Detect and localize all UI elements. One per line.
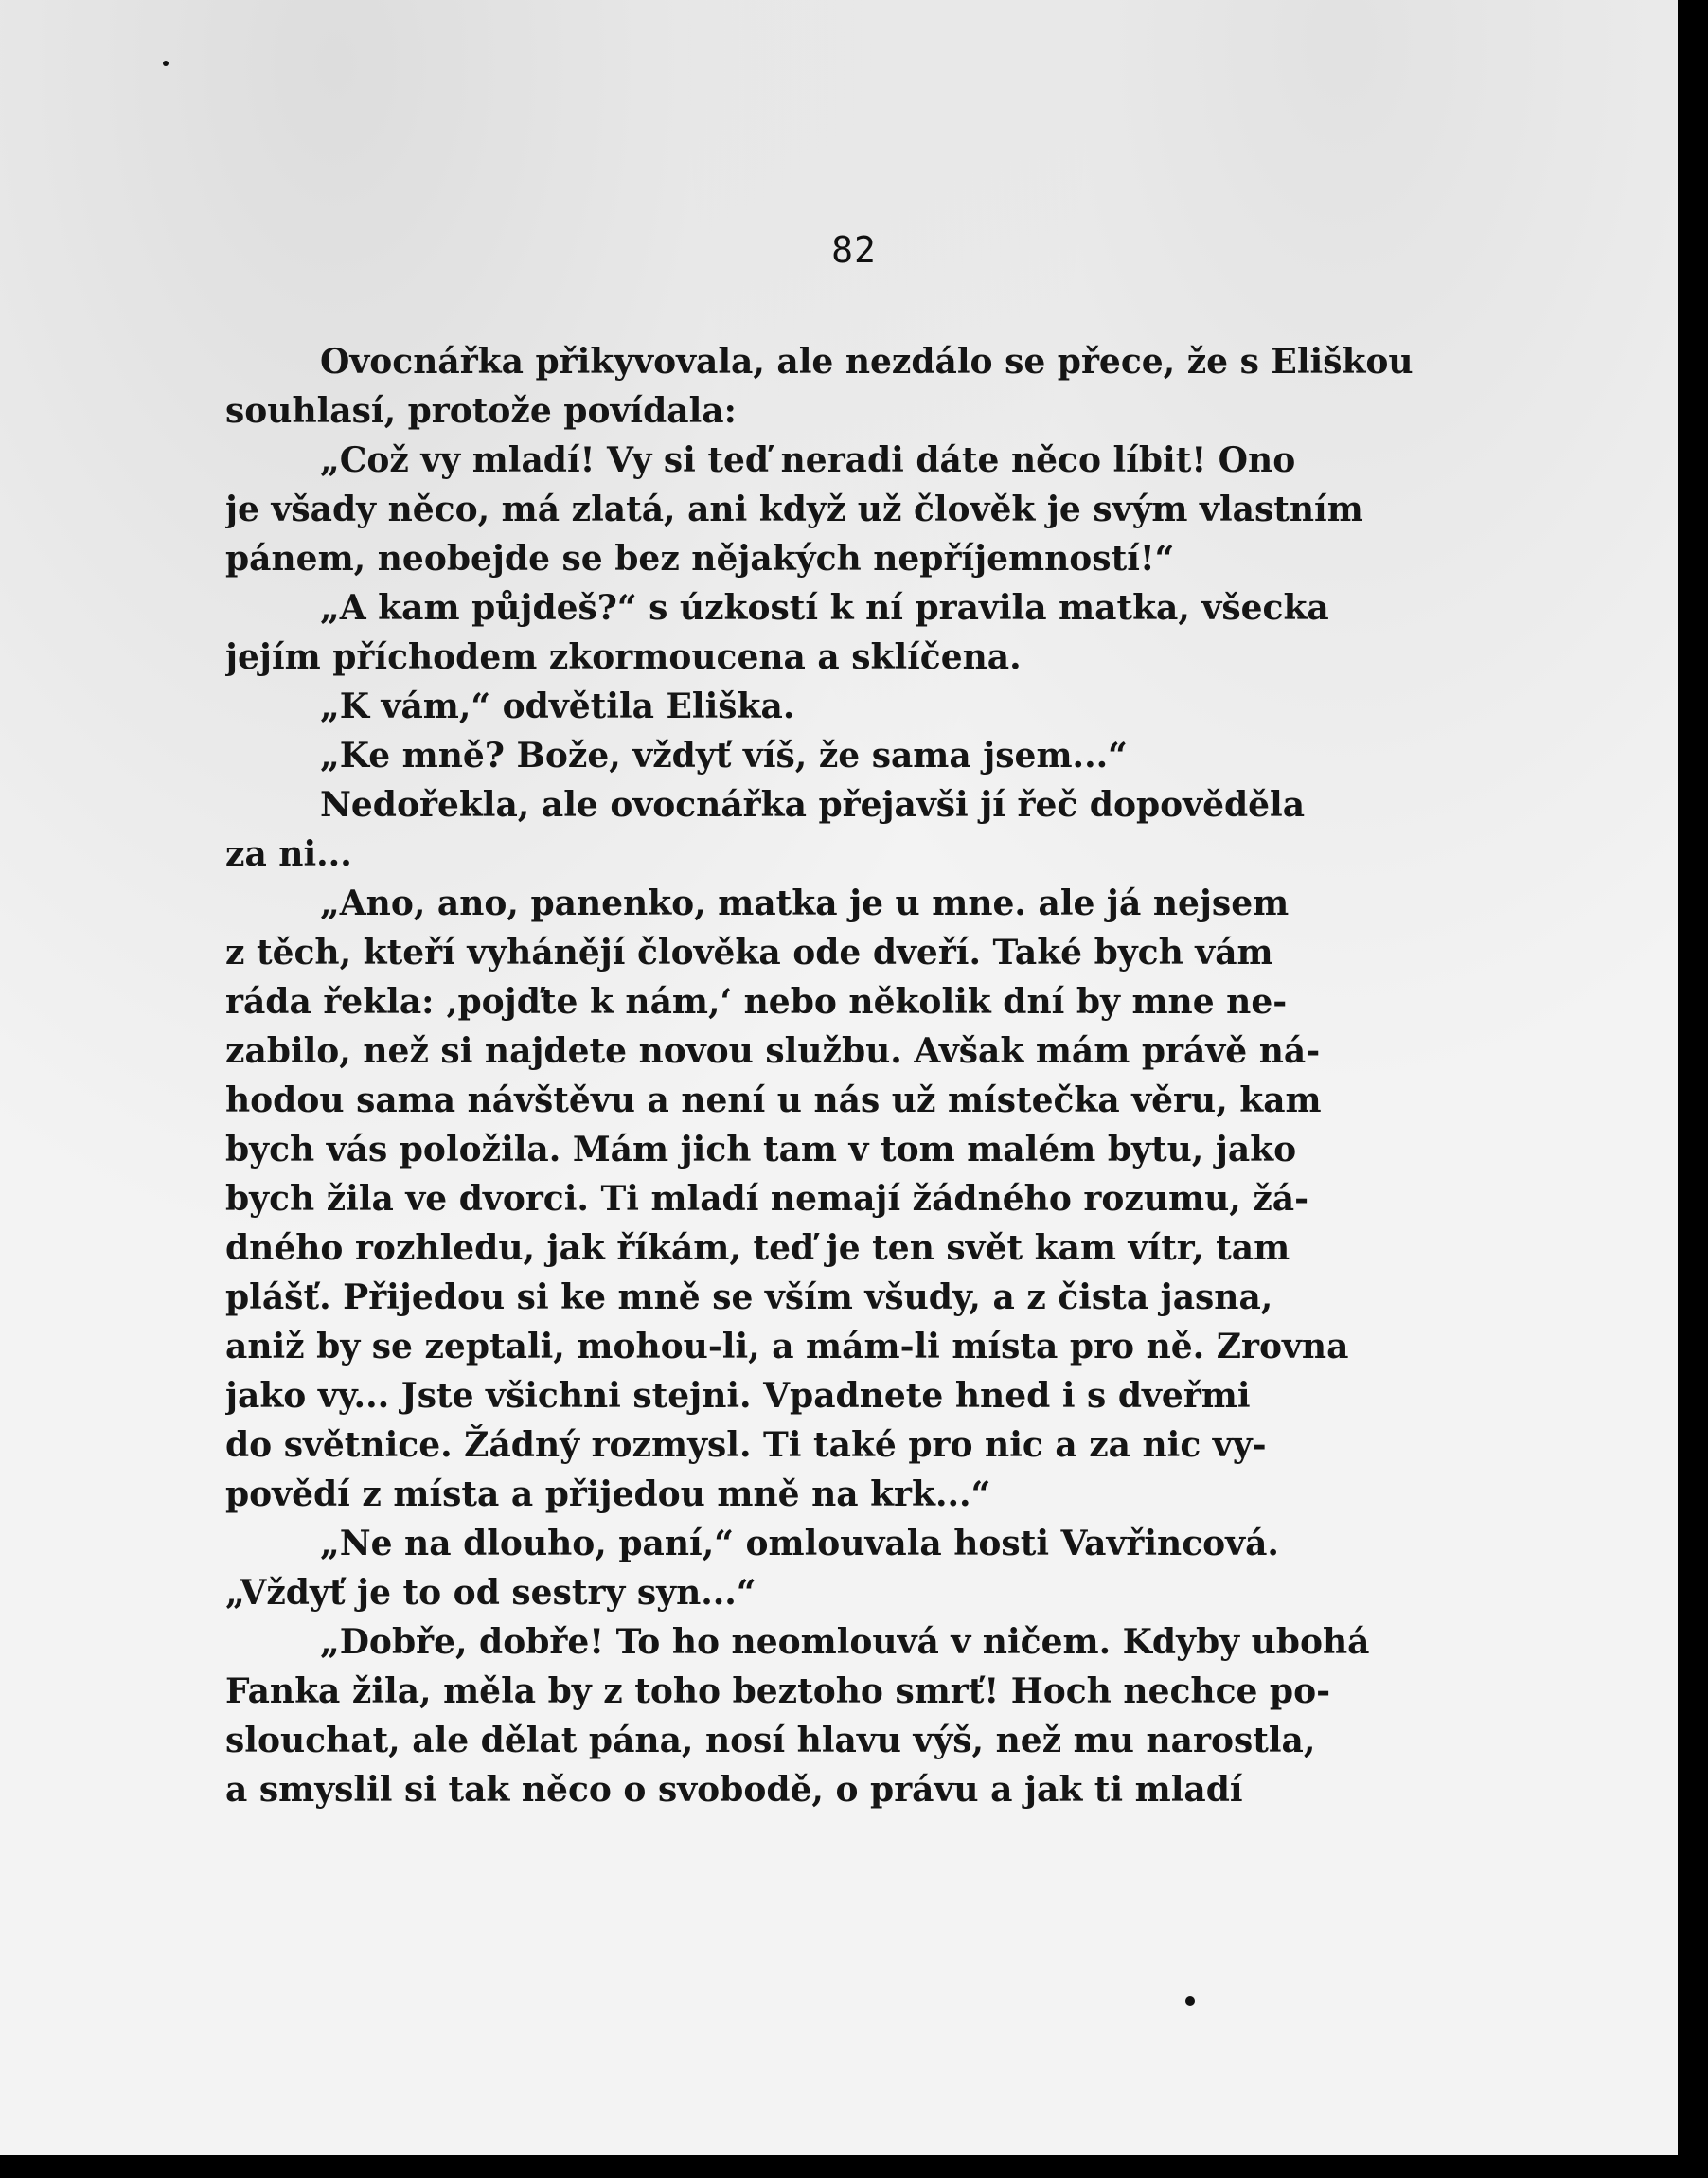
text-line: za ni... bbox=[225, 834, 352, 874]
text-line: slouchat, ale dělat pána, nosí hlavu výš, než mu narostla, bbox=[225, 1721, 1316, 1760]
text-line: „Ke mně? Bože, vždyť víš, že sama jsem...“ bbox=[320, 736, 1128, 776]
page-number: 82 bbox=[831, 229, 877, 271]
text-line: jejím příchodem zkormoucena a sklíčena. bbox=[225, 637, 1022, 677]
text-line: Nedořekla, ale ovocnářka přejavši jí řeč dopověděla bbox=[320, 785, 1306, 825]
scan-border-bottom bbox=[0, 2155, 1708, 2178]
text-line: povědí z místa a přijedou mně na krk...“ bbox=[225, 1474, 991, 1514]
text-line: Ovocnářka přikyvovala, ale nezdálo se přece, že s Eliškou bbox=[320, 342, 1414, 382]
text-line: „Což vy mladí! Vy si teď neradi dáte něco líbit! Ono bbox=[320, 440, 1296, 480]
ink-speck bbox=[163, 61, 169, 66]
text-line: „Ano, ano, panenko, matka je u mne. ale já nejsem bbox=[320, 884, 1290, 923]
text-line: aniž by se zeptali, mohou-li, a mám-li místa pro ně. Zrovna bbox=[225, 1327, 1349, 1366]
text-line: bych vás položila. Mám jich tam v tom malém bytu, jako bbox=[225, 1130, 1297, 1169]
text-line: je všady něco, má zlatá, ani když už člověk je svým vlastním bbox=[225, 490, 1363, 529]
body-text bbox=[225, 337, 1477, 1814]
ink-speck bbox=[1185, 1996, 1195, 2006]
text-line: souhlasí, protože povídala: bbox=[225, 391, 737, 431]
text-line: jako vy... Jste všichni stejni. Vpadnete hned i s dveřmi bbox=[225, 1376, 1251, 1416]
text-line: a smyslil si tak něco o svobodě, o právu a jak ti mladí bbox=[225, 1770, 1243, 1810]
text-line: plášť. Přijedou si ke mně se vším všudy, a z čista jasna, bbox=[225, 1277, 1273, 1317]
scan-border-right bbox=[1678, 0, 1708, 2178]
text-line: zabilo, než si najdete novou službu. Avšak mám právě ná- bbox=[225, 1031, 1321, 1071]
text-line: bych žila ve dvorci. Ti mladí nemají žádného rozumu, žá- bbox=[225, 1179, 1309, 1219]
text-line: dného rozhledu, jak říkám, teď je ten svět kam vítr, tam bbox=[225, 1228, 1290, 1268]
text-line: do světnice. Žádný rozmysl. Ti také pro nic a za nic vy- bbox=[225, 1425, 1267, 1465]
text-line: „K vám,“ odvětila Eliška. bbox=[320, 687, 795, 726]
text-line: „Ne na dlouho, paní,“ omlouvala hosti Vavřincová. bbox=[320, 1524, 1279, 1563]
text-line: „A kam půjdeš?“ s úzkostí k ní pravila matka, všecka bbox=[320, 588, 1329, 628]
text-line: Fanka žila, měla by z toho beztoho smrť! Hoch nechce po- bbox=[225, 1671, 1331, 1711]
text-line: „Vždyť je to od sestry syn...“ bbox=[225, 1573, 756, 1613]
text-line: ráda řekla: ‚pojďte k nám,‘ nebo několik dní by mne ne- bbox=[225, 982, 1288, 1022]
text-line: pánem, neobejde se bez nějakých nepříjemností!“ bbox=[225, 539, 1175, 579]
text-line: hodou sama návštěvu a není u nás už místečka věru, kam bbox=[225, 1080, 1322, 1120]
text-line: z těch, kteří vyhánějí člověka ode dveří. Také bych vám bbox=[225, 933, 1273, 973]
text-line: „Dobře, dobře! To ho neomlouvá v ničem. Kdyby ubohá bbox=[320, 1622, 1370, 1662]
